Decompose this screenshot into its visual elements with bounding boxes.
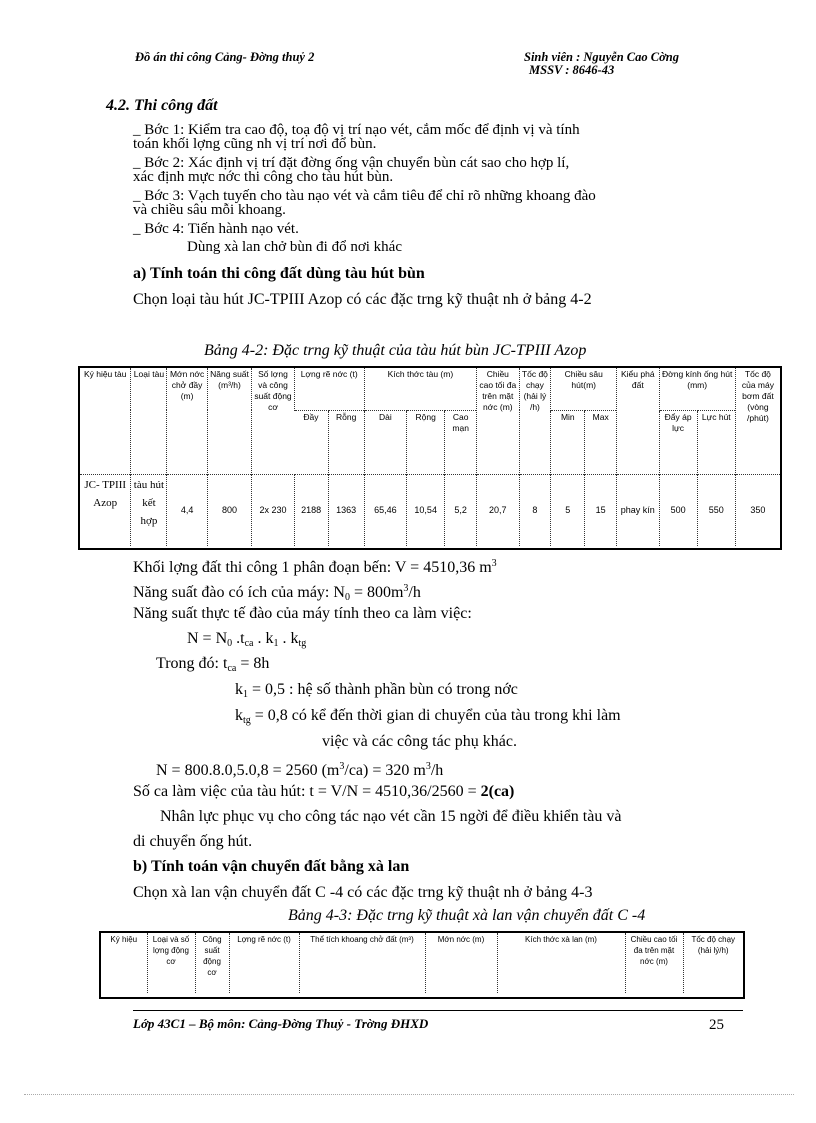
t1-capacity: 800 bbox=[207, 474, 252, 546]
subsection-a-title: a) Tính toán thi công đất dùng tàu hút bùn bbox=[133, 265, 425, 282]
t1-dmin: 5 bbox=[551, 474, 585, 546]
t1-h-capacity: Năng suất (m³/h) bbox=[207, 368, 252, 474]
step-1-line-1: _ Bớc 1: Kiểm tra cao độ, toạ độ vị trí nạo vét, cắm mốc để định vị và tính bbox=[133, 122, 580, 138]
t2-h-symbol: Ký hiệu bbox=[110, 935, 138, 944]
table-row bbox=[80, 474, 780, 546]
header-student: Sinh viên : Nguyễn Cao Cờng bbox=[524, 50, 679, 64]
calc-n-result: N = 800.8.0,5.0,8 = 2560 $(m^3/ca) = 320$ $m^3/h$ bbox=[156, 761, 444, 779]
t1-dmax: 15 bbox=[585, 474, 617, 546]
t1-h-push: Đẩy áp lực bbox=[659, 410, 697, 474]
subsection-b-intro: Chọn xà lan vận chuyển đất C -4 có các đặc trng kỹ thuật nh ở bảng 4-3 bbox=[133, 884, 593, 901]
t2-h-draft: Mớn nớc (m) bbox=[425, 933, 497, 993]
t1-h-draft: Mớn nớc chở đầy (m) bbox=[167, 368, 207, 474]
table1 bbox=[80, 368, 780, 546]
header-student-id: MSSV : 8646-43 bbox=[529, 63, 615, 77]
step-4-line-1: _ Bớc 4: Tiến hành nạo vét. bbox=[133, 221, 299, 237]
table1-caption: Bảng 4-2: Đặc trng kỹ thuật của tàu hút bùn JC-TPIII Azop bbox=[204, 342, 587, 359]
header-left: Đồ án thi công Cảng- Đờng thuỷ 2 bbox=[135, 50, 315, 64]
t1-h-full: Đầy bbox=[294, 410, 328, 474]
t1-h-empty: Rỗng bbox=[328, 410, 364, 474]
calc-actual-intro: Năng suất thực tế đào của máy tính theo ca làm việc: bbox=[133, 605, 472, 622]
t1-suction: 550 bbox=[697, 474, 735, 546]
t1-cutter: phay kín bbox=[617, 474, 659, 546]
step-1-line-2: toán khối lợng cũng nh vị trí nơi đổ bùn. bbox=[133, 136, 377, 152]
t2-h-height: Chiều cao tối đa trên mặt nớc (m) bbox=[625, 933, 683, 993]
t1-type: tàu hút kết hợp bbox=[131, 474, 167, 546]
calc-volume: Khối lợng đất thi công 1 phân đoạn bến: V = 4510,36 $m^3$ bbox=[133, 558, 497, 576]
calc-labor-2: di chuyển ống hút. bbox=[133, 833, 253, 850]
page-bottom-rule bbox=[24, 1094, 794, 1095]
footer-rule bbox=[133, 1010, 743, 1011]
t1-height: 20,7 bbox=[477, 474, 519, 546]
table2 bbox=[101, 933, 743, 993]
t2-h-displacement: Lợng rẽ nớc (t) bbox=[229, 933, 299, 993]
calc-tca: Trong đó: $t_{ca} = 8h$ bbox=[156, 655, 270, 674]
calc-k1: $k_1 = 0,5$ : hệ số thành phần bùn có trong nớc bbox=[235, 681, 518, 700]
t1-length: 65,46 bbox=[364, 474, 406, 546]
t1-pump: 350 bbox=[735, 474, 780, 546]
t1-speed: 8 bbox=[519, 474, 551, 546]
t1-h-cutter: Kiểu phá đất bbox=[617, 368, 659, 474]
calc-ktg-cont: việc và các công tác phụ khác. bbox=[322, 733, 518, 750]
calc-formula: $N = N_0$ $.t_{ca}$ . $k_1$ . $k_{tg}$ bbox=[187, 630, 307, 649]
step-2-line-1: _ Bớc 2: Xác định vị trí đặt đờng ống vận chuyển bùn cát sao cho hợp lí, bbox=[133, 155, 570, 171]
t1-name: JC- TPIII Azop bbox=[80, 474, 131, 546]
footer-left: Lớp 43C1 – Bộ môn: Cảng-Đờng Thuỷ - Trờng ĐHXD bbox=[133, 1016, 429, 1031]
section-title: 4.2. Thi công đất bbox=[106, 97, 218, 114]
t1-h-dimensions: Kích thớc tàu (m) bbox=[364, 368, 476, 410]
t1-depth: 5,2 bbox=[445, 474, 477, 546]
calc-shifts: Số ca làm việc của tàu hút: t = V/N = 4510,36/2560 = 2(ca) bbox=[133, 783, 515, 800]
t1-h-pump-speed: Tốc độ của máy bơm đất (vòng /phút) bbox=[735, 368, 780, 474]
t1-h-suction-depth: Chiều sâu hút(m) bbox=[551, 368, 617, 410]
t2-h-power: Công suất động cơ bbox=[195, 933, 229, 993]
calc-productivity: Năng suất đào có ích của máy: $N_0 = 800m^3/h$ bbox=[133, 583, 421, 603]
t1-h-suction: Lực hút bbox=[697, 410, 735, 474]
subsection-a-intro: Chọn loại tàu hút JC-TPIII Azop có các đặc trng kỹ thuật nh ở bảng 4-2 bbox=[133, 291, 592, 308]
step-2-line-2: xác định mực nớc thi công cho tàu hút bùn. bbox=[133, 169, 394, 185]
t1-h-length: Dài bbox=[364, 410, 406, 474]
t1-engine: 2x 230 bbox=[252, 474, 294, 546]
t1-h-speed: Tốc độ chạy (hải lý /h) bbox=[519, 368, 551, 474]
calc-ktg: $k_{tg} = 0,8$ có kể đến thời gian di chuyển của tàu trong khi làm bbox=[235, 707, 621, 726]
t1-h-width: Rộng bbox=[407, 410, 445, 474]
t1-h-max: Max bbox=[585, 410, 617, 474]
t1-h-type: Loại tàu bbox=[131, 368, 167, 474]
step-3-line-1: _ Bớc 3: Vạch tuyến cho tàu nạo vét và cắm tiêu để chỉ rõ những khoang đào bbox=[133, 188, 596, 204]
table2-caption: Bảng 4-3: Đặc trng kỹ thuật xà lan vận chuyển đất C -4 bbox=[288, 907, 646, 924]
t1-push: 500 bbox=[659, 474, 697, 546]
t1-disp-full: 2188 bbox=[294, 474, 328, 546]
t1-width: 10,54 bbox=[407, 474, 445, 546]
t1-h-min: Min bbox=[551, 410, 585, 474]
t2-h-volume: Thể tích khoang chở đất (m³) bbox=[299, 933, 425, 993]
t1-h-engine: Số lợng và công suất động cơ bbox=[252, 368, 294, 474]
t1-h-pipe-diameter: Đờng kính ống hút (mm) bbox=[659, 368, 735, 410]
t1-disp-empty: 1363 bbox=[328, 474, 364, 546]
calc-labor-1: Nhân lực phục vụ cho công tác nạo vét cần 15 ngời để điều khiển tàu và bbox=[160, 808, 622, 825]
t1-h-depth: Cao mạn bbox=[445, 410, 477, 474]
step-3-line-2: và chiều sâu mỗi khoang. bbox=[133, 202, 286, 218]
t2-h-dimensions: Kích thớc xà lan (m) bbox=[497, 933, 625, 993]
subsection-b-title: b) Tính toán vận chuyển đất bằng xà lan bbox=[133, 858, 410, 875]
t1-draft: 4,4 bbox=[167, 474, 207, 546]
t1-h-symbol: Ký hiệu tàu bbox=[83, 369, 127, 379]
t2-h-speed: Tốc độ chạy (hải lý/h) bbox=[683, 933, 743, 993]
t1-h-displacement: Lợng rẽ nớc (t) bbox=[294, 368, 364, 410]
step-4-line-2: Dùng xà lan chở bùn đi đổ nơi khác bbox=[187, 239, 402, 255]
t1-h-height: Chiều cao tối đa trên mặt nớc (m) bbox=[477, 368, 519, 474]
page-number: 25 bbox=[709, 1017, 724, 1033]
t2-h-engine-type: Loại và số lợng động cơ bbox=[147, 933, 195, 993]
